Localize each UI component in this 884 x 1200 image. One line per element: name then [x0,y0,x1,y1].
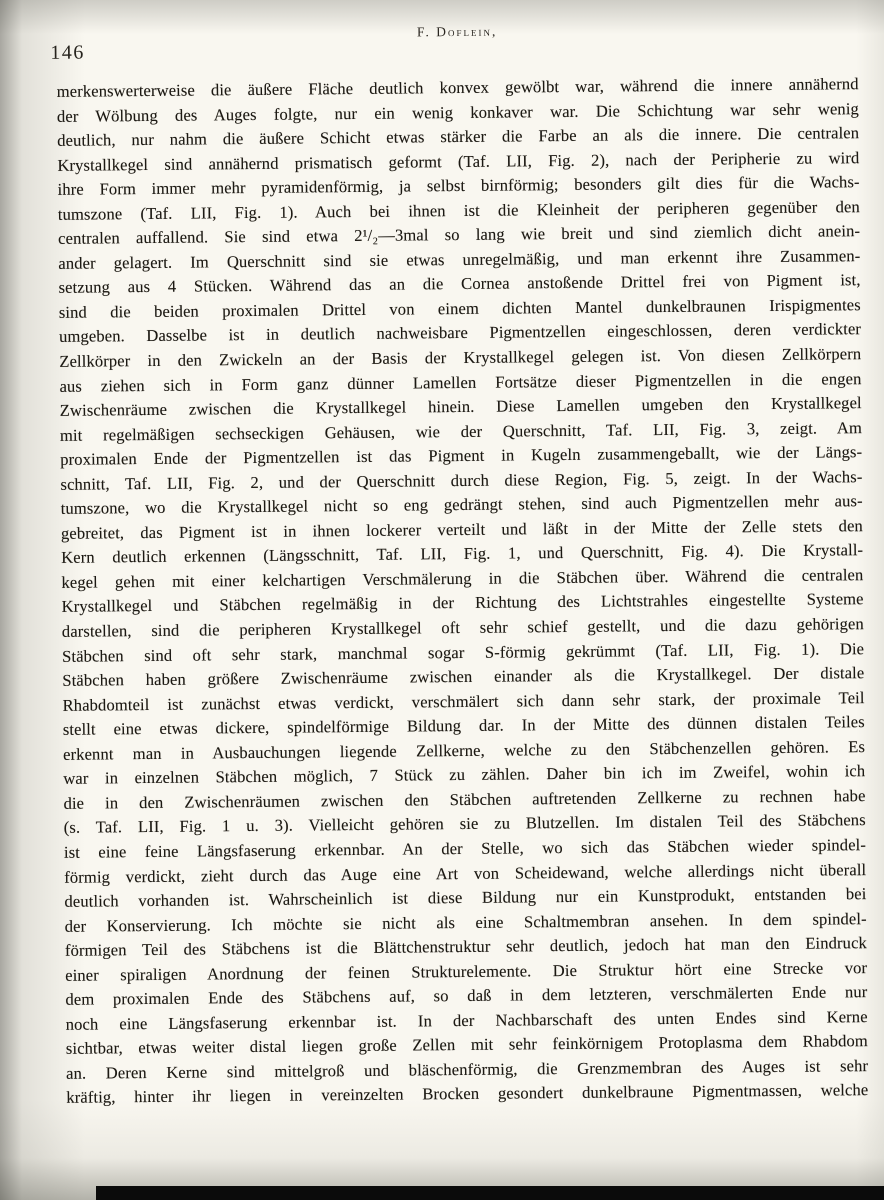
text-line: tumszone, wo die Krystallkegel nicht so eng gedrängt stehen, sind auch Pigmentzellen mehr aus- [60,491,863,519]
page-number: 146 [50,41,85,64]
page-content [50,14,869,1111]
text-line: noch eine Längsfaserung erkennbar ist. In der Nachbarschaft des unten Endes sind Kerne [65,1006,868,1034]
text-line: ist eine feine Längsfaserung erkennbar. An der Stelle, wo sich das Stäbchen wieder spindel- [63,835,867,862]
running-header: F. Doflein, [416,23,498,40]
text-line: ihre Form immer mehr pyramidenförmig, ja selbst birnförmig; besonders gilt dies für die Wachs- [57,172,860,200]
text-line: erkennt man in Ausbauchungen liegende Zellkerne, welche zu den Stäbchenzellen gehören. Es [62,736,866,764]
text-line: stellt eine etwas dickere, spindelförmige Bildung dar. In der Mitte des dünnen distalen Teiles [62,712,865,740]
text-line: der Konservierung. Ich möchte sie nicht als eine Schaltmembran ansehen. In dem spindel- [64,908,867,936]
text-line: an. Deren Kerne sind mittelgroß und bläschenförmig, die Grenzmembran des Auges ist sehr [66,1055,869,1083]
text-line: Stäbchen haben größere Zwischenräume zwischen einander als die Krystallkegel. Der distale [62,663,865,690]
text-line: kegel gehen mit einer kelchartigen Verschmälerung in die Stäbchen über. Während die centralen [61,565,864,592]
text-line: förmigen Teil des Stäbchens ist die Blättchenstruktur sehr deutlich, jedoch hat man den Eindruck [64,933,867,960]
text-line: Krystallkegel sind annähernd prismatisch geformt (Taf. LII, Fig. 2), nach der Peripherie zu wird [57,147,860,175]
text-line: mit regelmäßigen sechseckigen Gehäusen, wie der Querschnitt, Taf. LII, Fig. 3, zeigt. Am [59,417,863,445]
text-line: setzung aus 4 Stücken. Während das an die Cornea anstoßende Drittel frei von Pigment ist, [58,270,861,298]
text-line: ander gelagert. Im Querschnitt sind sie etwas unregelmäßig, und man erkennt ihre Zusammen- [58,245,861,273]
text-line: gebreitet, das Pigment ist in ihnen lockerer verteilt und läßt in der Mitte der Zelle stets den [60,515,863,543]
scan-edge-bar [96,1186,884,1200]
text-line: der Wölbung des Auges folgte, nur ein wenig konkaver war. Die Schichtung war sehr wenig [56,98,859,126]
text-line: deutlich, nur nahm die äußere Schicht etwas stärker die Farbe an als die innere. Die centralen [57,123,860,150]
text-line: förmig verdickt, zieht durch das Auge eine Art von Scheidewand, welche allerdings nicht überall [64,859,867,887]
text-line: war in einzelnen Stäbchen möglich, 7 Stück zu zählen. Daher bin ich im Zweifel, wohin ich [63,761,866,789]
text-line: deutlich vorhanden ist. Wahrscheinlich ist diese Bildung nur ein Kunstprodukt, entstanden bei [64,884,867,911]
text-line: umgeben. Dasselbe ist in deutlich nachweisbare Pigmentzellen eingeschlossen, deren verdickter [58,319,862,347]
text-line: Stäbchen sind oft sehr stark, manchmal sogar S-förmig gekrümmt (Taf. LII, Fig. 1). Die [62,638,865,666]
text-line: sind die beiden proximalen Drittel von einem dichten Mantel dunkelbraunen Irispigmentes [58,295,861,322]
text-line: schnitt, Taf. LII, Fig. 2, und der Querschnitt durch diese Region, Fig. 5, zeigt. In der Wachs- [60,466,863,494]
text-line: Zwischenräume zwischen die Krystallkegel hinein. Diese Lamellen umgeben den Krystallkegel [59,393,862,420]
text-line: darstellen, sind die peripheren Krystallkegel oft sehr schief gestellt, und die dazu gehörigen [61,614,864,641]
text-line: centralen auffallend. Sie sind etwa 2¹/₂—3mal so lang wie breit und sind ziemlich dicht anein- [58,221,861,249]
text-line: tumszone (Taf. LII, Fig. 1). Auch bei ihnen ist die Kleinheit der peripheren gegenüber den [57,196,860,224]
body-text [57,72,869,1111]
text-line: dem proximalen Ende des Stäbchens auf, so daß in dem letzteren, verschmälerten Ende nur [65,982,868,1010]
text-line: (s. Taf. LII, Fig. 1 u. 3). Vielleicht gehören sie zu Blutzellen. Im distalen Teil des Stäbchens [63,810,866,838]
text-line: die in den Zwischenräumen zwischen den Stäbchen auftretenden Zellkerne zu rechnen habe [63,785,866,813]
text-line: Krystallkegel und Stäbchen regelmäßig in der Richtung des Lichtstrahles eingestellte Systeme [61,589,864,617]
text-line: Zellkörper in den Zwickeln an der Basis der Krystallkegel gelegen ist. Von diesen Zellkörpern [59,344,862,371]
text-line: proximalen Ende der Pigmentzellen ist das Pigment in Kugeln zusammengeballt, wie der Längs- [60,442,863,470]
text-line: aus ziehen sich in Form ganz dünner Lamellen Fortsätze dieser Pigmentzellen in die engen [59,368,862,396]
text-line: kräftig, hinter ihr liegen in vereinzelten Brocken gesondert dunkelbraune Pigmentmassen, welche [66,1080,869,1108]
text-line: Rhabdomteil ist zunächst etwas verdickt, verschmälert sich dann sehr stark, der proximale Teil [62,687,865,715]
text-line: Kern deutlich erkennen (Längsschnitt, Taf. LII, Fig. 1, und Querschnitt, Fig. 4). Die Krystall- [61,540,864,568]
text-line: einer spiraligen Anordnung der feinen Strukturelemente. Die Struktur hört eine Strecke vor [65,957,868,985]
text-line: sichtbar, etwas weiter distal liegen große Zellen mit sehr feinkörnigem Protoplasma dem Rhabdom [65,1031,868,1059]
text-line: merkenswerterweise die äußere Fläche deutlich konvex gewölbt war, während die innere annähernd [56,74,859,101]
